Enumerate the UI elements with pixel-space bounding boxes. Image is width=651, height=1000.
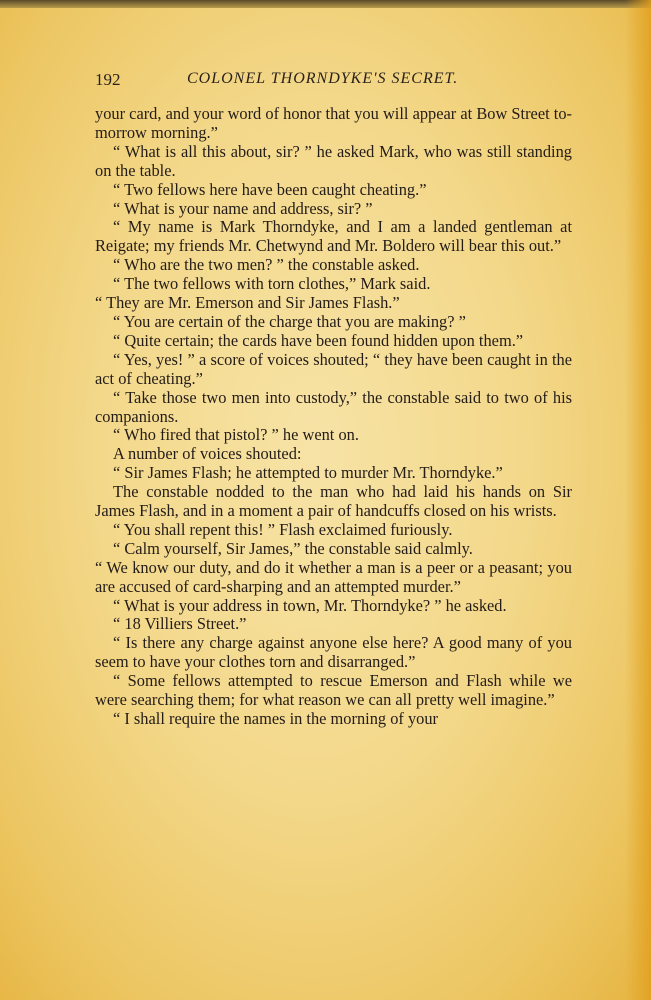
paragraph: “ You are certain of the charge that you are making? ” <box>113 311 466 331</box>
paragraph: “ What is your address in town, Mr. Thorndyke? ” he asked. <box>113 595 507 615</box>
paragraph: your card, and your word of honor that you will appear at Bow Street to-morrow morning.” <box>95 104 572 142</box>
paragraph: “ Sir James Flash; he attempted to murder Mr. Thorndyke.” <box>113 463 503 483</box>
paragraph: “ 18 Villiers Street.” <box>113 614 247 634</box>
paragraph: A number of voices shouted: <box>113 444 302 464</box>
paragraph: “ What is all this about, sir? ” he asked Mark, who was still standing on the table. <box>95 141 572 180</box>
paragraph: “ Who fired that pistol? ” he went on. <box>113 425 359 445</box>
page-number: 192 <box>95 70 121 89</box>
body-text <box>95 105 572 729</box>
paragraph: “ The two fellows with torn clothes,” Mark said. <box>113 274 431 294</box>
running-head: COLONEL THORNDYKE'S SECRET. <box>187 70 459 87</box>
paragraph: “ What is your name and address, sir? ” <box>113 198 373 218</box>
paragraph: “ Yes, yes! ” a score of voices shouted; “ they have been caught in the act of cheating.” <box>95 349 572 388</box>
paragraph: “ They are Mr. Emerson and Sir James Flash.” <box>95 293 400 313</box>
paragraph: “ Take those two men into custody,” the constable said to two of his companions. <box>95 387 572 426</box>
paragraph: The constable nodded to the man who had laid his hands on Sir James Flash, and in a moment a pair of handcuffs closed on his wrists. <box>95 482 572 521</box>
paragraph: “ We know our duty, and do it whether a man is a peer or a peasant; you are accused of card-sharping and an attempted murder.” <box>95 557 572 596</box>
paragraph: “ Is there any charge against anyone else here? A good many of you seem to have your clothes torn and disarranged.” <box>95 633 572 672</box>
page-header <box>95 70 575 94</box>
paragraph: “ I shall require the names in the morning of your <box>113 709 438 728</box>
paragraph: “ Two fellows here have been caught cheating.” <box>113 179 427 199</box>
paragraph: “ Some fellows attempted to rescue Emerson and Flash while we were searching them; for what reason we can all pretty well imagine.” <box>95 671 572 710</box>
paragraph: “ My name is Mark Thorndyke, and I am a landed gentleman at Reigate; my friends Mr. Chetwynd and Mr. Boldero will bear this out.” <box>95 217 572 256</box>
paragraph: “ You shall repent this! ” Flash exclaimed furiously. <box>113 519 453 539</box>
paragraph: “ Who are the two men? ” the constable asked. <box>113 255 420 275</box>
paragraph: “ Calm yourself, Sir James,” the constable said calmly. <box>113 538 473 558</box>
paragraph: “ Quite certain; the cards have been found hidden upon them.” <box>113 330 524 350</box>
